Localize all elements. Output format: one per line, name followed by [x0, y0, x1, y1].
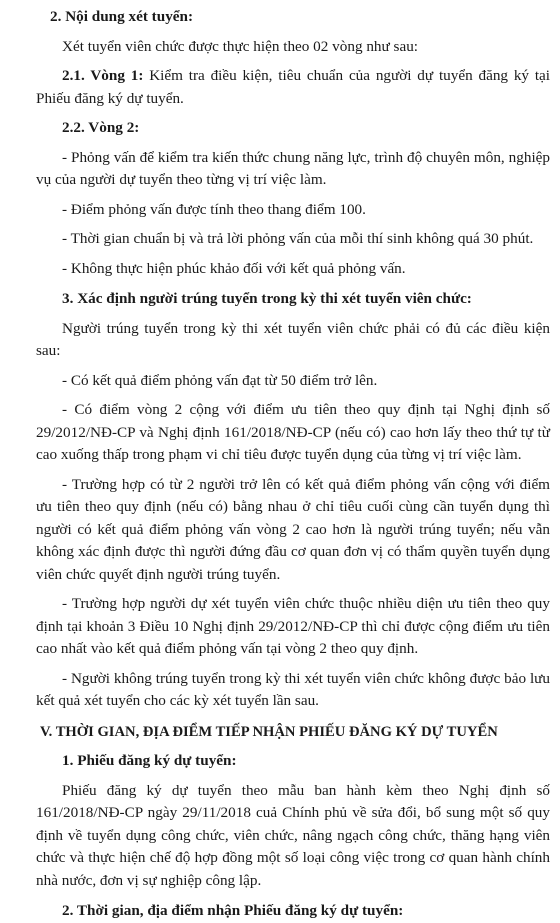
form-paragraph: Phiếu đăng ký dự tuyển theo mẫu ban hành kèm theo Nghị định số 161/2018/NĐ-CP ngày 29/11/2018 cuả Chính phủ về sửa đổi, bổ sung một số quy định về tuyển dụng công chức, viên chức, nâng ngạch công chức, thăng hạng viên chức và thực hiện chế độ hợp đồng một số loại công việc trong cơ quan hành chính nhà nước, đơn vị sự nghiệp công lập.	[36, 781, 550, 889]
subheading-form: 1. Phiếu đăng ký dự tuyển:	[62, 752, 237, 769]
round2-label: 2.2. Vòng 2:	[62, 119, 140, 136]
intro-paragraph: Xét tuyển viên chức được thực hiện theo 02 vòng như sau:	[62, 37, 419, 55]
heading-content: 2. Nội dung xét tuyển:	[50, 8, 194, 25]
list-item: - Không thực hiện phúc khảo đối với kết quả phỏng vấn.	[62, 259, 406, 277]
winners-intro: Người trúng tuyển trong kỳ thi xét tuyển viên chức phải có đủ các điều kiện sau:	[36, 319, 550, 359]
round1-text: Kiểm tra điều kiện, tiêu chuẩn của người dự tuyển đăng ký tại Phiếu đăng ký dự tuyển.	[36, 67, 551, 107]
list-item: - Điểm phỏng vấn được tính theo thang điểm 100.	[62, 200, 366, 218]
list-item: - Có kết quả điểm phỏng vấn đạt từ 50 điểm trở lên.	[62, 371, 378, 389]
list-item: - Thời gian chuẩn bị và trả lời phỏng vấn của mỗi thí sinh không quá 30 phút.	[62, 230, 534, 247]
round1-label: 2.1. Vòng 1:	[62, 67, 144, 84]
heading-winners: 3. Xác định người trúng tuyển trong kỳ thi xét tuyển viên chức:	[62, 290, 472, 307]
list-item: - Trường hợp người dự xét tuyển viên chức thuộc nhiều diện ưu tiên theo quy định tại khoản 3 Điều 10 Nghị định 29/2012/NĐ-CP thì chỉ được cộng điểm ưu tiên cao nhất vào kết quả điểm phỏng vấn tại vòng 2 theo quy định.	[36, 595, 550, 657]
list-item: - Trường hợp có từ 2 người trở lên có kết quả điểm phỏng vấn cộng với điểm ưu tiên theo quy định (nếu có) bằng nhau ở chỉ tiêu cuối cùng cần tuyển dụng thì người có kết quả điểm phỏng vấn vòng 2 cao hơn là người trúng tuyển; nếu vẫn không xác định được thì người đứng đầu cơ quan đơn vị có thẩm quyền tuyển dụng viên chức quyết định người trúng tuyển.	[36, 475, 550, 583]
list-item: - Phỏng vấn để kiểm tra kiến thức chung năng lực, trình độ chuyên môn, nghiệp vụ của người dự tuyển theo từng vị trí việc làm.	[36, 148, 550, 188]
round1-paragraph	[36, 65, 550, 110]
list-item: - Có điểm vòng 2 cộng với điểm ưu tiên theo quy định tại Nghị định số 29/2012/NĐ-CP và Nghị định 161/2018/NĐ-CP (nếu có) cao hơn lấy theo thứ tự từ cao xuống thấp trong phạm vi chỉ tiêu được tuyển dụng của từng vị trí việc làm.	[36, 401, 550, 463]
subheading-time-place: 2. Thời gian, địa điểm nhận Phiếu đăng ký dự tuyển:	[62, 902, 404, 919]
section-v-heading: V. THỜI GIAN, ĐỊA ĐIỂM TIẾP NHẬN PHIẾU ĐĂNG KÝ DỰ TUYỂN	[40, 723, 498, 740]
list-item: - Người không trúng tuyển trong kỳ thi xét tuyển viên chức không được bảo lưu kết quả xét tuyển cho các kỳ xét tuyển lần sau.	[36, 669, 550, 709]
